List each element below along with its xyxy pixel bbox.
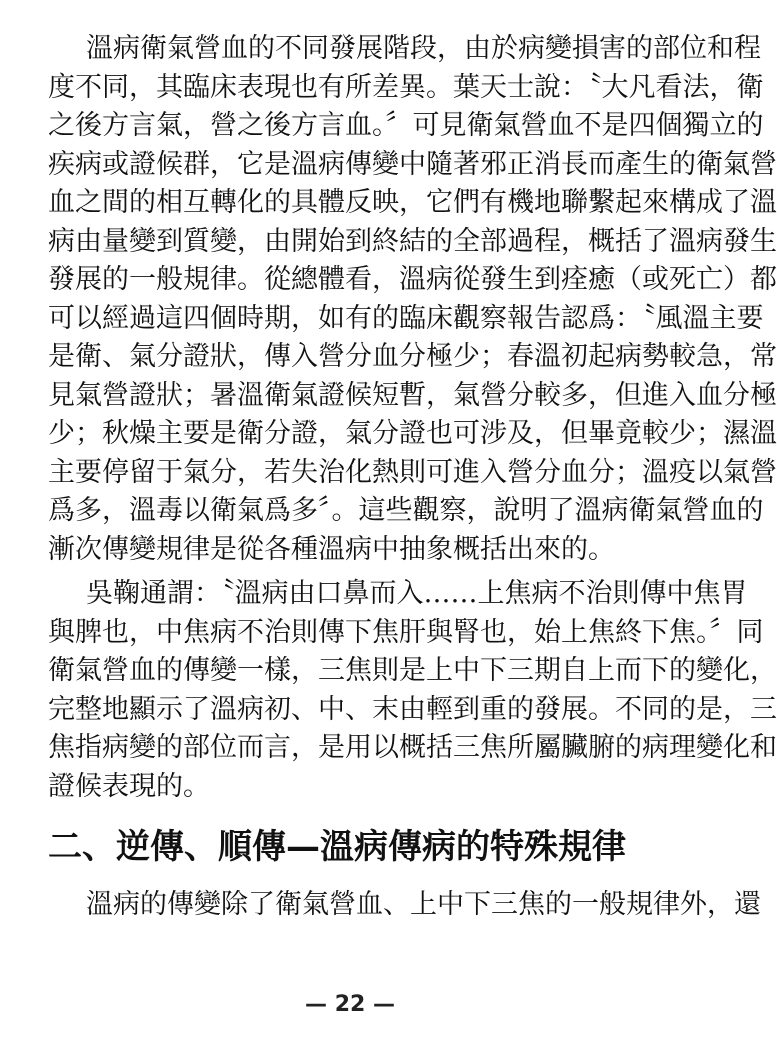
paragraph-line: 漸次傳變規律是從各種溫病中抽象概括出來的。 [48, 533, 615, 565]
paragraph-line: 是衛、氣分證狀，傳入營分血分極少；春溫初起病勢較急，常 [48, 341, 777, 372]
paragraph-line: 焦指病變的部位而言，是用以概括三焦所屬臟腑的病理變化和 [48, 732, 777, 763]
paragraph-line: 發展的一般規律。從總體看，溫病從發生到痊癒（或死亡）都 [48, 264, 777, 295]
paragraph-line: 衛氣營血的傳變一樣，三焦則是上中下三期自上而下的變化， [48, 655, 777, 686]
paragraph-line: 完整地顯示了溫病初、中、末由輕到重的發展。不同的是，三 [48, 693, 777, 725]
paragraph-line: 溫病衛氣營血的不同發展階段，由於病變損害的部位和程 [86, 33, 761, 64]
page-number: — 22 — [305, 992, 395, 1017]
section-heading: 二、逆傳、順傳—溫病傳病的特殊規律 [48, 827, 626, 867]
paragraph-line: 之後方言氣，營之後方言血。〞可見衛氣營血不是四個獨立的 [48, 110, 764, 141]
paragraph-line: 溫病的傳變除了衛氣營血、上中下三焦的一般規律外，還 [86, 889, 761, 920]
paragraph-line: 與脾也，中焦病不治則傳下焦肝與腎也，始上焦終下焦。〞同 [48, 616, 764, 648]
paragraph-line: 疾病或證候群，它是溫病傳變中隨著邪正消長而產生的衛氣營 [48, 148, 777, 180]
paragraph-line: 可以經過這四個時期，如有的臨床觀察報告認爲：〝風溫主要 [48, 302, 764, 334]
paragraph-line: 主要停留于氣分，若失治化熱則可進入營分血分；溫疫以氣營 [48, 456, 777, 488]
paragraph-line: 少；秋燥主要是衛分證，氣分證也可涉及，但畢竟較少；濕溫 [48, 418, 777, 449]
paragraph-line: 吳鞠通謂：〝溫病由口鼻而入……上焦病不治則傳中焦胃 [86, 578, 748, 609]
paragraph-line: 血之間的相互轉化的具體反映，它們有機地聯繫起來構成了溫 [48, 187, 777, 218]
paragraph-line: 證候表現的。 [48, 770, 210, 802]
paragraph-line: 見氣營證狀；暑溫衛氣證候短暫，氣營分較多，但進入血分極 [48, 379, 777, 411]
paragraph-line: 爲多，溫毒以衛氣爲多〞。這些觀察，說明了溫病衛氣營血的 [48, 495, 764, 526]
paragraph-line: 度不同，其臨床表現也有所差異。葉天士說：〝大凡看法，衛 [48, 71, 764, 103]
paragraph-line: 病由量變到質變，由開始到終結的全部過程，概括了溫病發生 [48, 225, 777, 257]
